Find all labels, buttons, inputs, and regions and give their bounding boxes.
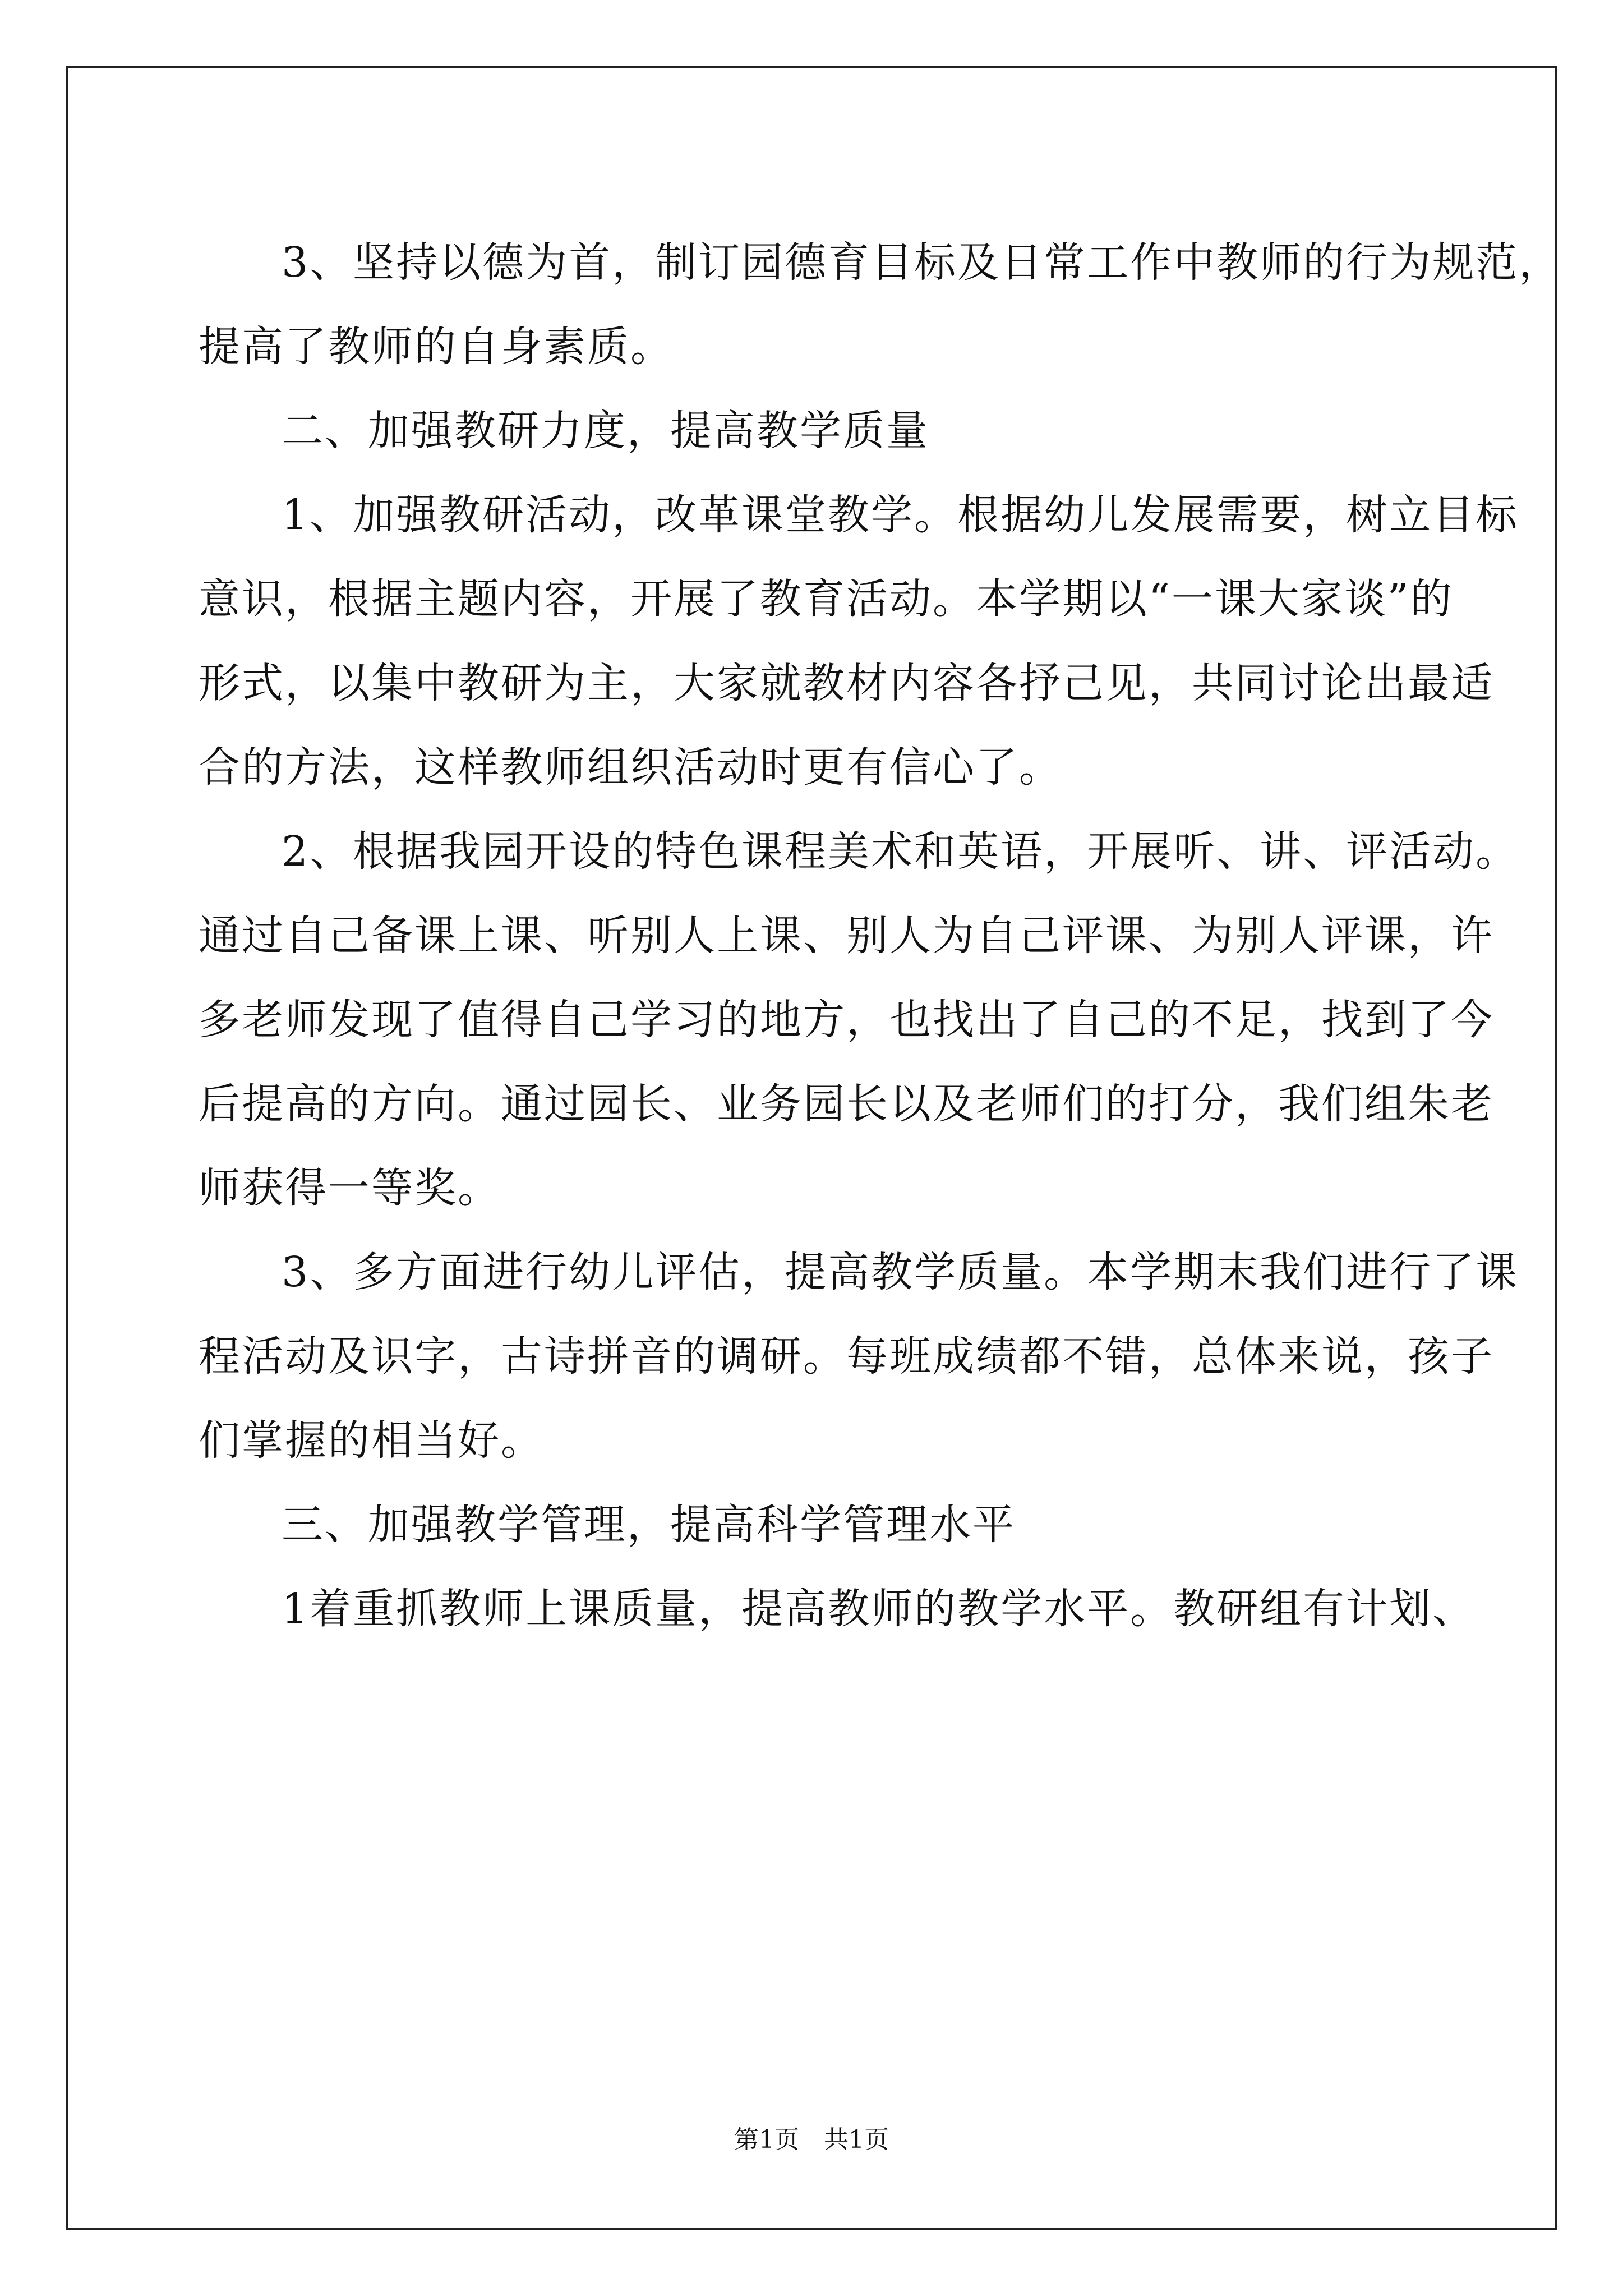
paragraph-line: 合的方法，这样教师组织活动时更有信心了。 [199,743,1062,792]
paragraph-line: 1、加强教研活动，改革课堂教学。根据幼儿发展需要，树立目标 [282,491,1519,539]
paragraph-line: 们掌握的相当好。 [199,1416,544,1465]
paragraph-line: 3、多方面进行幼儿评估，提高教学质量。本学期末我们进行了课 [282,1248,1519,1296]
paragraph-line: 通过自己备课上课、听别人上课、别人为自己评课、为别人评课，许 [199,912,1494,960]
paragraph-line: 多老师发现了值得自己学习的地方，也找出了自己的不足，找到了今 [199,996,1494,1044]
section-heading: 二、加强教研力度，提高教学质量 [282,407,929,455]
paragraph-line: 形式，以集中教研为主，大家就教材内容各抒己见，共同讨论出最适 [199,659,1494,707]
paragraph-line: 2、根据我园开设的特色课程美术和英语，开展听、讲、评活动。 [282,827,1519,876]
paragraph-line: 提高了教师的自身素质。 [199,323,674,371]
paragraph-line: 程活动及识字，古诗拼音的调研。每班成绩都不错，总体来说，孩子 [199,1332,1494,1381]
page-number-footer: 第1页 共1页 [734,2125,889,2154]
paragraph-line: 意识，根据主题内容，开展了教育活动。本学期以“一课大家谈”的 [199,575,1454,623]
paragraph-line: 后提高的方向。通过园长、业务园长以及老师们的打分，我们组朱老 [199,1080,1494,1128]
document-body [199,220,1562,1651]
section-heading: 三、加强教学管理，提高科学管理水平 [282,1501,1016,1549]
paragraph-line: 3、坚持以德为首，制订园德育目标及日常工作中教师的行为规范， [282,238,1562,287]
paragraph-line: 师获得一等奖。 [199,1164,501,1212]
paragraph-line: 1着重抓教师上课质量，提高教师的教学水平。教研组有计划、 [282,1585,1476,1633]
